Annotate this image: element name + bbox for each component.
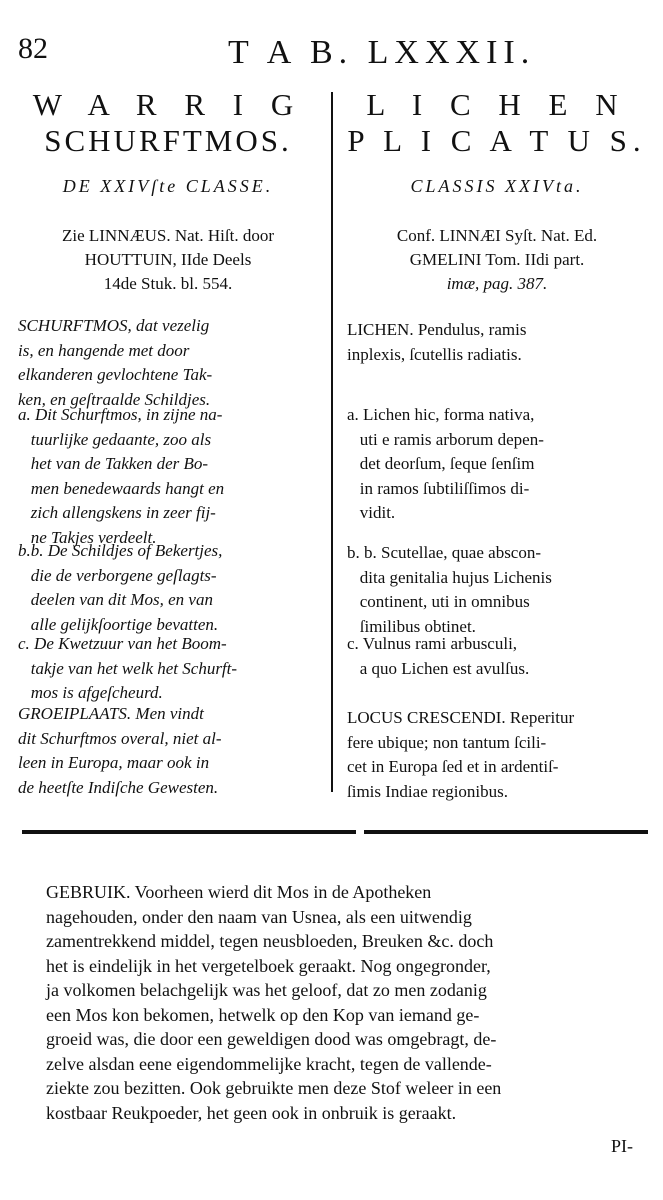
right-description: LICHEN. Pendulus, ramis inplexis, ſcutellis radiatis. <box>347 320 527 364</box>
column-divider <box>331 92 333 792</box>
left-ref-line1: Zie LINNÆUS. Nat. Hiſt. door <box>61 226 274 245</box>
left-groeiplaats: GROEIPLAATS. Men vindt dit Schurftmos overal, niet al- leen in Europa, maar ook in de heetſte Indiſche Gewesten. <box>18 704 222 797</box>
right-item-c: c. Vulnus rami arbusculi, a quo Lichen est avulſus. <box>347 634 530 678</box>
separator-rule-right <box>364 830 648 834</box>
left-title-line2: SCHURFTMOS. <box>44 123 292 158</box>
left-classe: DE XXIVſte CLASSE. <box>62 176 274 196</box>
left-ref-line2: HOUTTUIN, IIde Deels <box>84 250 252 269</box>
catchword: PI- <box>611 1136 633 1156</box>
left-title-line1: W A R R I G <box>32 87 304 122</box>
right-locus-crescendi: LOCUS CRESCENDI. Reperitur fere ubique; non tantum ſcili- cet in Europa ſed et in ardentiſ- ſimis Indiae regionibus. <box>347 708 575 801</box>
page-number: 82 <box>18 32 48 65</box>
right-classe: CLASSIS XXIVta. <box>410 176 584 196</box>
left-description: SCHURFTMOS, dat vezelig is, en hangende met door elkanderen gevlochtene Tak- ken, en geſtraalde Schildjes. <box>18 316 213 409</box>
right-item-a: a. Lichen hic, forma nativa, uti e ramis arborum depen- det deorſum, ſeque ſenſim in ramos ſubtiliſſimos di- vidit. <box>347 405 544 522</box>
right-title-line1: L I C H E N <box>366 87 628 122</box>
right-ref-line1: Conf. LINNÆI Syſt. Nat. Ed. <box>396 226 598 245</box>
right-ref-line3: imæ, pag. 387. <box>446 274 548 293</box>
right-title-line2: P L I C A T U S. <box>347 123 647 158</box>
running-head: T A B. LXXXII. <box>228 34 536 71</box>
left-item-b: b.b. De Schildjes of Bekertjes, die de verborgene geſlagts- deelen van dit Mos, en van alle gelijkſoortige bevatten. <box>18 541 223 634</box>
right-item-b: b. b. Scutellae, quae abscon- dita genitalia hujus Lichenis continent, uti in omnibus ſimilibus obtinet. <box>347 543 552 636</box>
gebruik-paragraph: GEBRUIK. Voorheen wierd dit Mos in de Apotheken nagehouden, onder den naam van Usnea, als een uitwendig zamentrekkend middel, tegen neusbloeden, Breuken &c. doch het is eindelijk in het vergetelboek geraakt. Nog ongegronder, ja volkomen belachgelijk was het geloof, dat zo men zodanig een Mos kon bekomen, hetwelk op den Kop van iemand ge- groeid was, die door een geweldigen dood was omgebragt, de- zelve alsdan eene eigendommelijke kracht, tegen de vallende- ziekte zou bezitten. Ook gebruikte men deze Stof weleer in een kostbaar Reukpoeder, het geen ook in onbruik is geraakt. <box>46 882 502 1123</box>
left-ref-line3: 14de Stuk. bl. 554. <box>103 274 233 293</box>
right-ref-line2: GMELINI Tom. IIdi part. <box>409 250 585 269</box>
separator-rule-left <box>22 830 356 834</box>
left-item-a: a. Dit Schurftmos, in zijne na- tuurlijke gedaante, zoo als het van de Takken der Bo- men benedewaards hangt en zich allengskens in zeer fij- ne Takjes verdeelt. <box>18 405 225 547</box>
left-item-c: c. De Kwetzuur van het Boom- takje van het welk het Schurft- mos is afgeſcheurd. <box>18 634 238 702</box>
